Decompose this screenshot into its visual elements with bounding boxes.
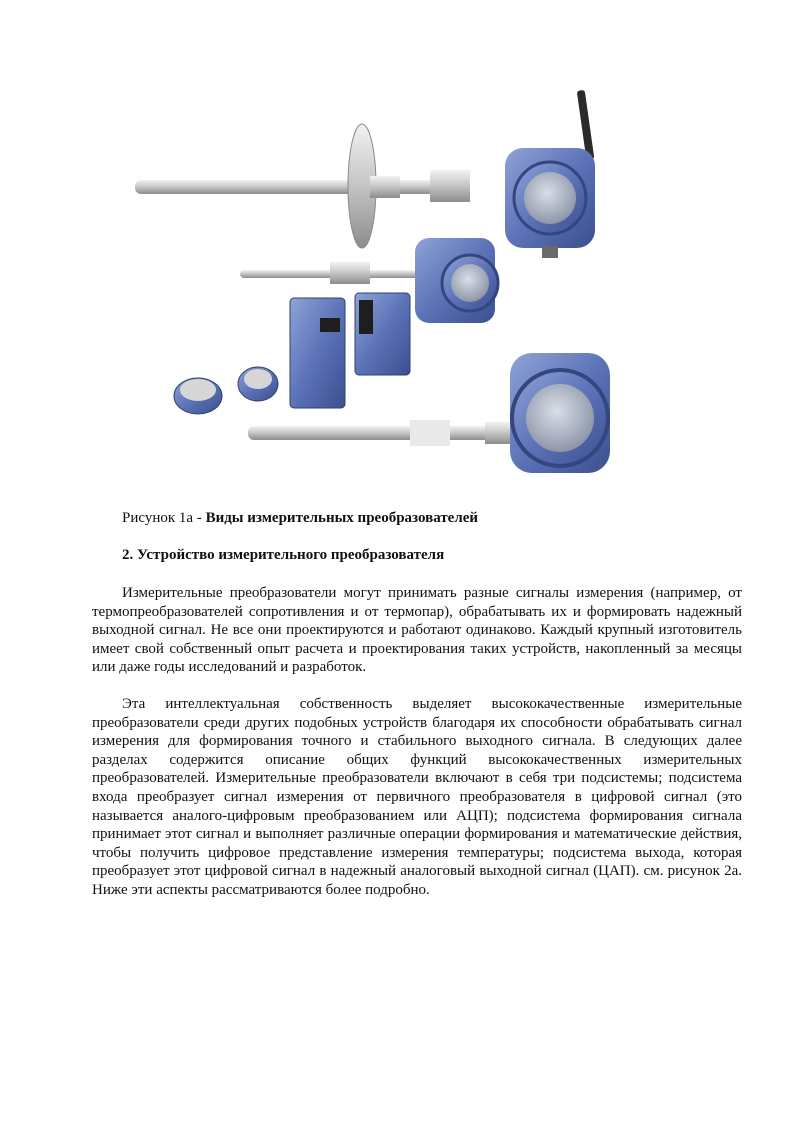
body-paragraph: Измерительные преобразователи могут принимать разные сигналы измерения (например, от термопреобразователей сопротивления и от термопар), обрабатывать их и формировать надежный выходной сигнал. Не все они проектируются и работают одинаково. Каждый крупный изготовитель имеет свой собственный опыт расчета и проектирования таких устройств, накопленный за месяцы или даже годы исследований и разработок. [92, 585, 742, 676]
section-heading: 2. Устройство измерительного преобразователя [122, 547, 445, 563]
body-paragraph: Эта интеллектуальная собственность выделяет высококачественные измерительные преобразователи среди других подобных устройств благодаря их способности обрабатывать сигнал измерения для формирования точного и стабильного выходного сигнала. В следующих далее разделах содержится описание общих функций высококачественных измерительных преобразователей. Измерительные преобразователи включают в себя три подсистемы; подсистема входа преобразует сигнал измерения от первичного преобразователя в цифровой сигнал (это называется аналого-цифровым преобразованием или АЦП); подсистема формирования сигнала принимает этот сигнал и выполняет различные операции формирования и математические действия, чтобы получить цифровое представление измерения температуры; подсистема выхода, которая преобразует этот цифровой сигнал в надежный аналоговый выходной сигнал (ЦАП). см. рисунок 2а. Ниже эти аспекты рассматриваются более подробно. [92, 696, 742, 898]
caption-title: Виды измерительных преобразователей [205, 510, 479, 526]
flanged-wireless-transmitter [135, 90, 595, 258]
caption-prefix: Рисунок 1а - [122, 510, 206, 526]
figure-caption [122, 508, 478, 528]
transmitters-photo [130, 88, 640, 488]
head-mount-transmitters [174, 367, 278, 414]
rail-mount-transmitters [290, 293, 410, 408]
